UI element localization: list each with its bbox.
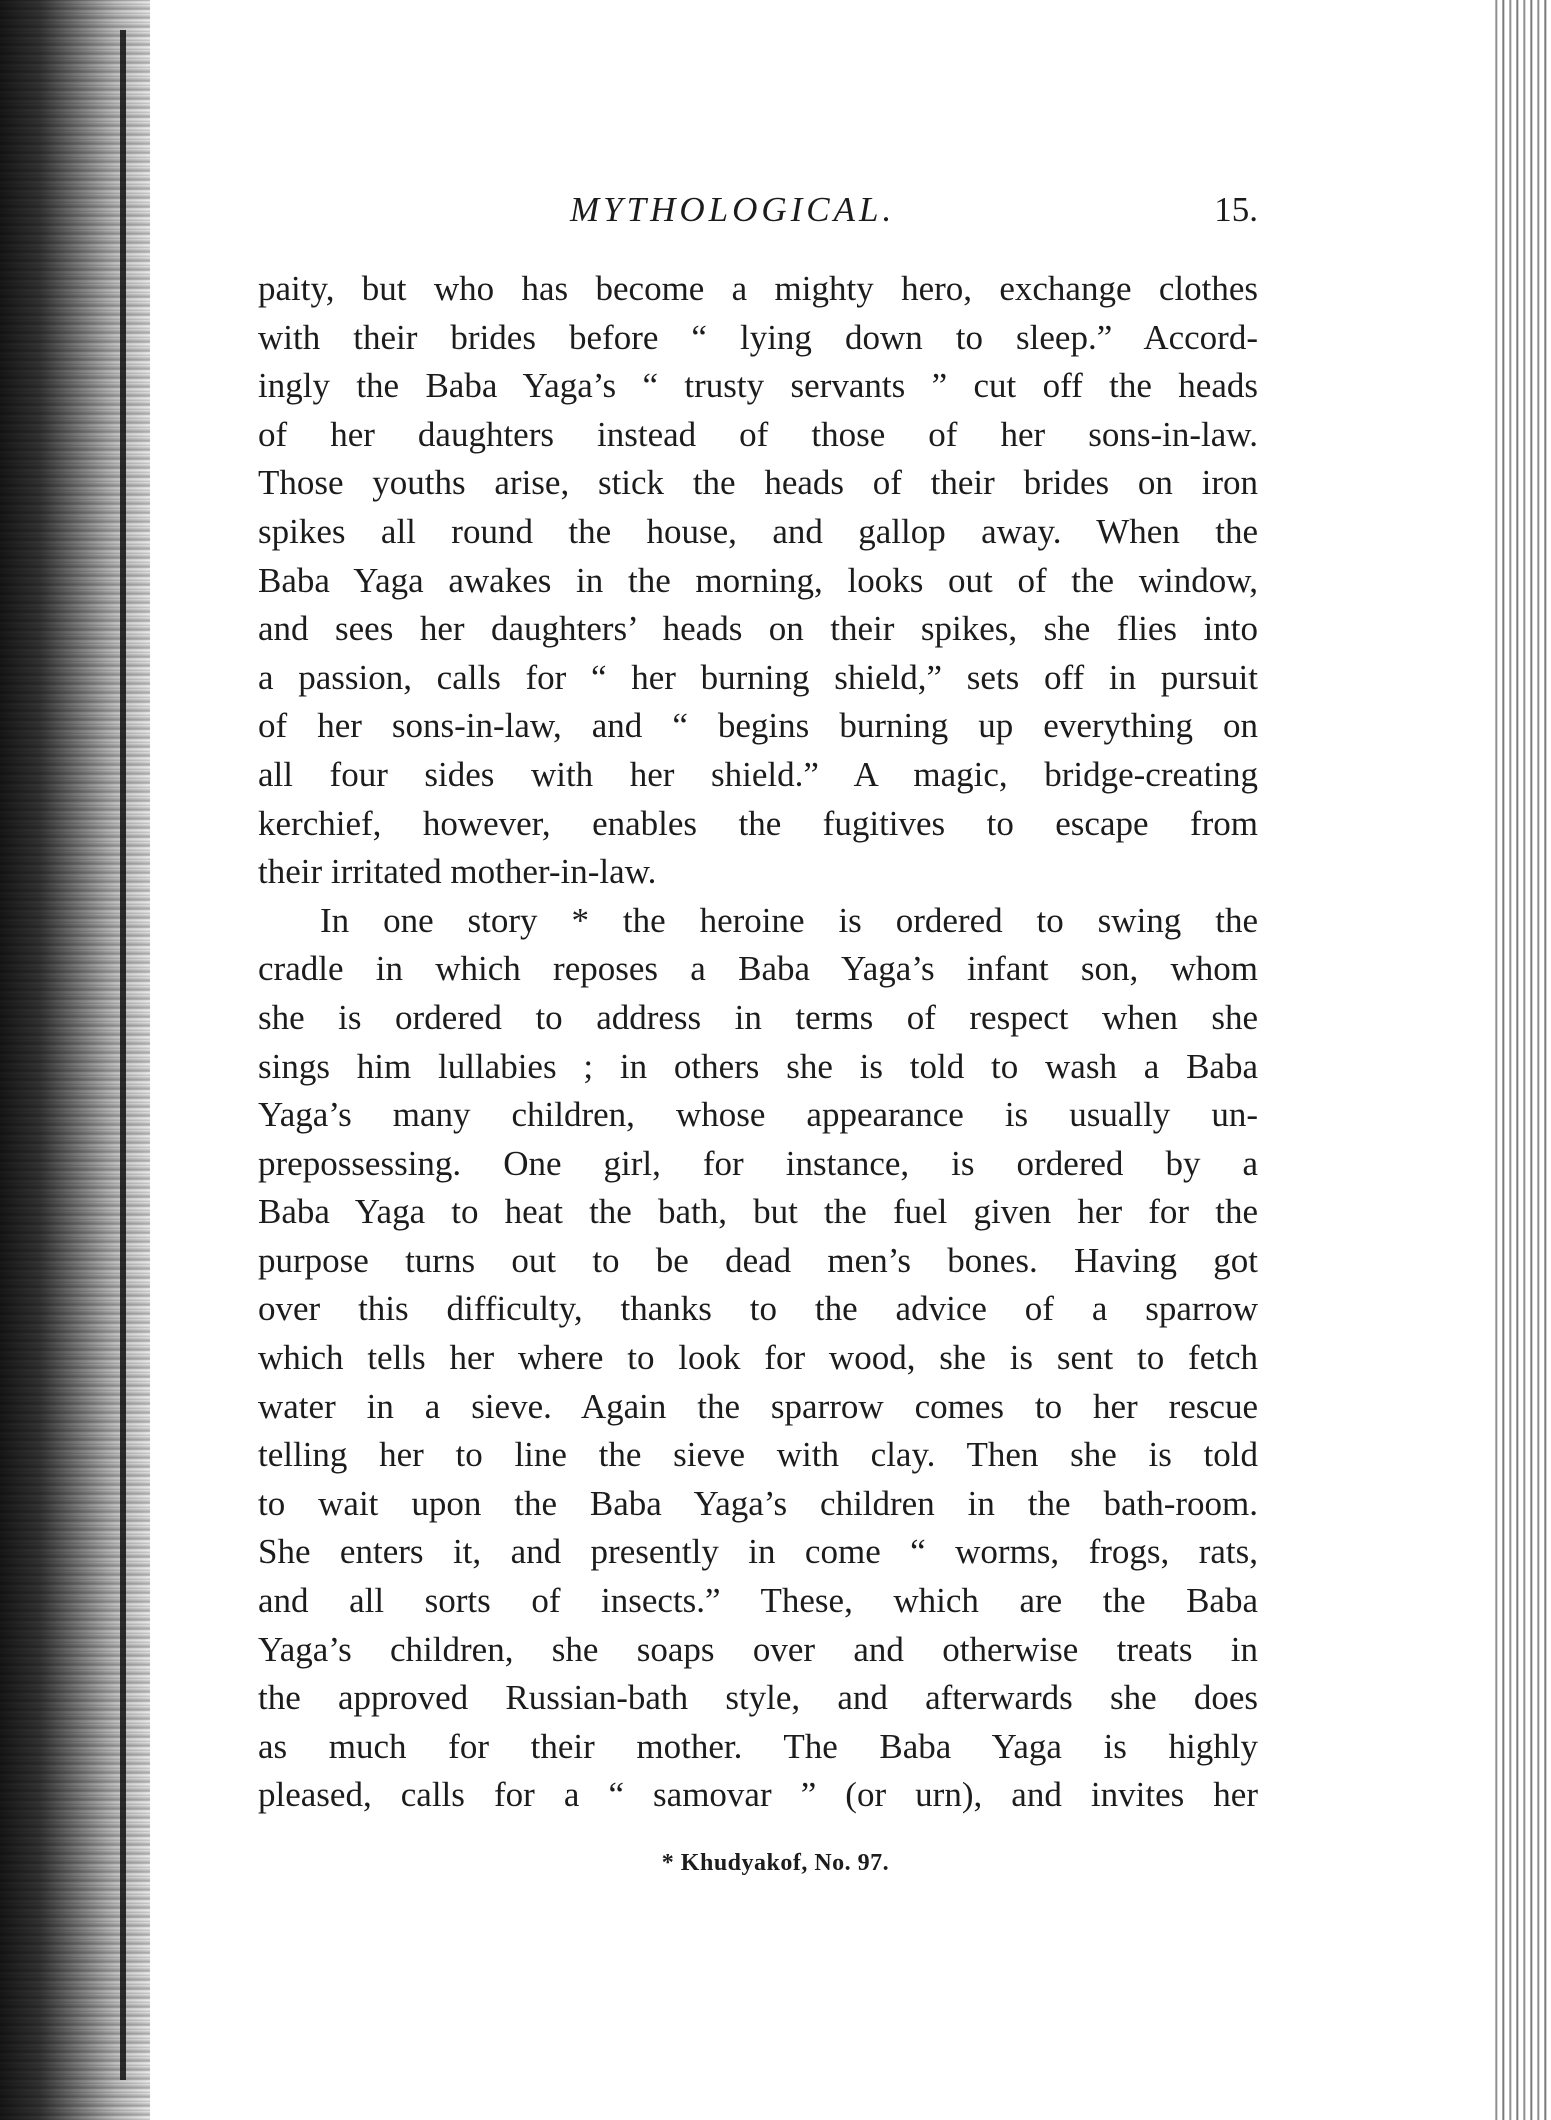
text-line: with their brides before “ lying down to sleep.” Accord- [258, 317, 1258, 357]
text-line: Baba Yaga awakes in the morning, looks out of the window, [258, 560, 1258, 600]
text-line: and sees her daughters’ heads on their spikes, she flies into [258, 609, 1258, 649]
text-line: Those youths arise, stick the heads of their brides on iron [258, 463, 1258, 503]
running-title: MYTHOLOGICAL. [570, 190, 896, 229]
text-line: spikes all round the house, and gallop away. When the [258, 511, 1258, 551]
text-line: Yaga’s many children, whose appearance is usually un- [258, 1095, 1258, 1135]
text-line: of her sons-in-law, and “ begins burning up everything on [258, 706, 1258, 746]
footnote: * Khudyakof, No. 97. [661, 1850, 890, 1876]
text-line: pleased, calls for a “ samovar ” (or urn), and invites her [258, 1775, 1258, 1815]
text-line: water in a sieve. Again the sparrow comes to her rescue [258, 1386, 1258, 1426]
text-line: ingly the Baba Yaga’s “ trusty servants ” cut off the heads [258, 366, 1258, 406]
page-header [258, 190, 1258, 250]
text-line: of her daughters instead of those of her sons-in-law. [258, 414, 1258, 454]
text-line: over this difficulty, thanks to the advice of a sparrow [258, 1289, 1258, 1329]
text-line: telling her to line the sieve with clay. Then she is told [258, 1435, 1258, 1475]
text-line: a passion, calls for “ her burning shield,” sets off in pursuit [258, 657, 1258, 697]
text-line: she is ordered to address in terms of respect when she [258, 997, 1258, 1037]
text-line: paity, but who has become a mighty hero, exchange clothes [258, 269, 1258, 308]
body-text [258, 265, 1258, 1820]
text-line: sings him lullabies ; in others she is told to wash a Baba [258, 1046, 1258, 1086]
text-line: Yaga’s children, she soaps over and otherwise treats in [258, 1629, 1258, 1669]
text-line: which tells her where to look for wood, she is sent to fetch [258, 1338, 1258, 1378]
text-line: kerchief, however, enables the fugitives to escape from [258, 803, 1258, 843]
text-line: Baba Yaga to heat the bath, but the fuel given her for the [258, 1192, 1258, 1232]
text-line: as much for their mother. The Baba Yaga is highly [258, 1726, 1258, 1766]
binding-edge-line [120, 30, 126, 2080]
text-line: cradle in which reposes a Baba Yaga’s infant son, whom [258, 949, 1258, 989]
binding-gutter [0, 0, 150, 2120]
text-line: She enters it, and presently in come “ worms, frogs, rats, [258, 1532, 1258, 1572]
text-line: to wait upon the Baba Yaga’s children in the bath-room. [258, 1483, 1258, 1523]
text-line: In one story * the heroine is ordered to swing the [320, 900, 1258, 940]
text-line: all four sides with her shield.” A magic, bridge-creating [258, 754, 1258, 794]
page-number: 15. [1214, 190, 1258, 229]
page-edges [1491, 0, 1551, 2120]
text-line: purpose turns out to be dead men’s bones. Having got [258, 1240, 1258, 1280]
text-line: their irritated mother-in-law. [258, 852, 657, 892]
text-line: prepossessing. One girl, for instance, is ordered by a [258, 1143, 1258, 1183]
text-line: the approved Russian-bath style, and afterwards she does [258, 1678, 1258, 1718]
text-line: and all sorts of insects.” These, which are the Baba [258, 1581, 1258, 1621]
